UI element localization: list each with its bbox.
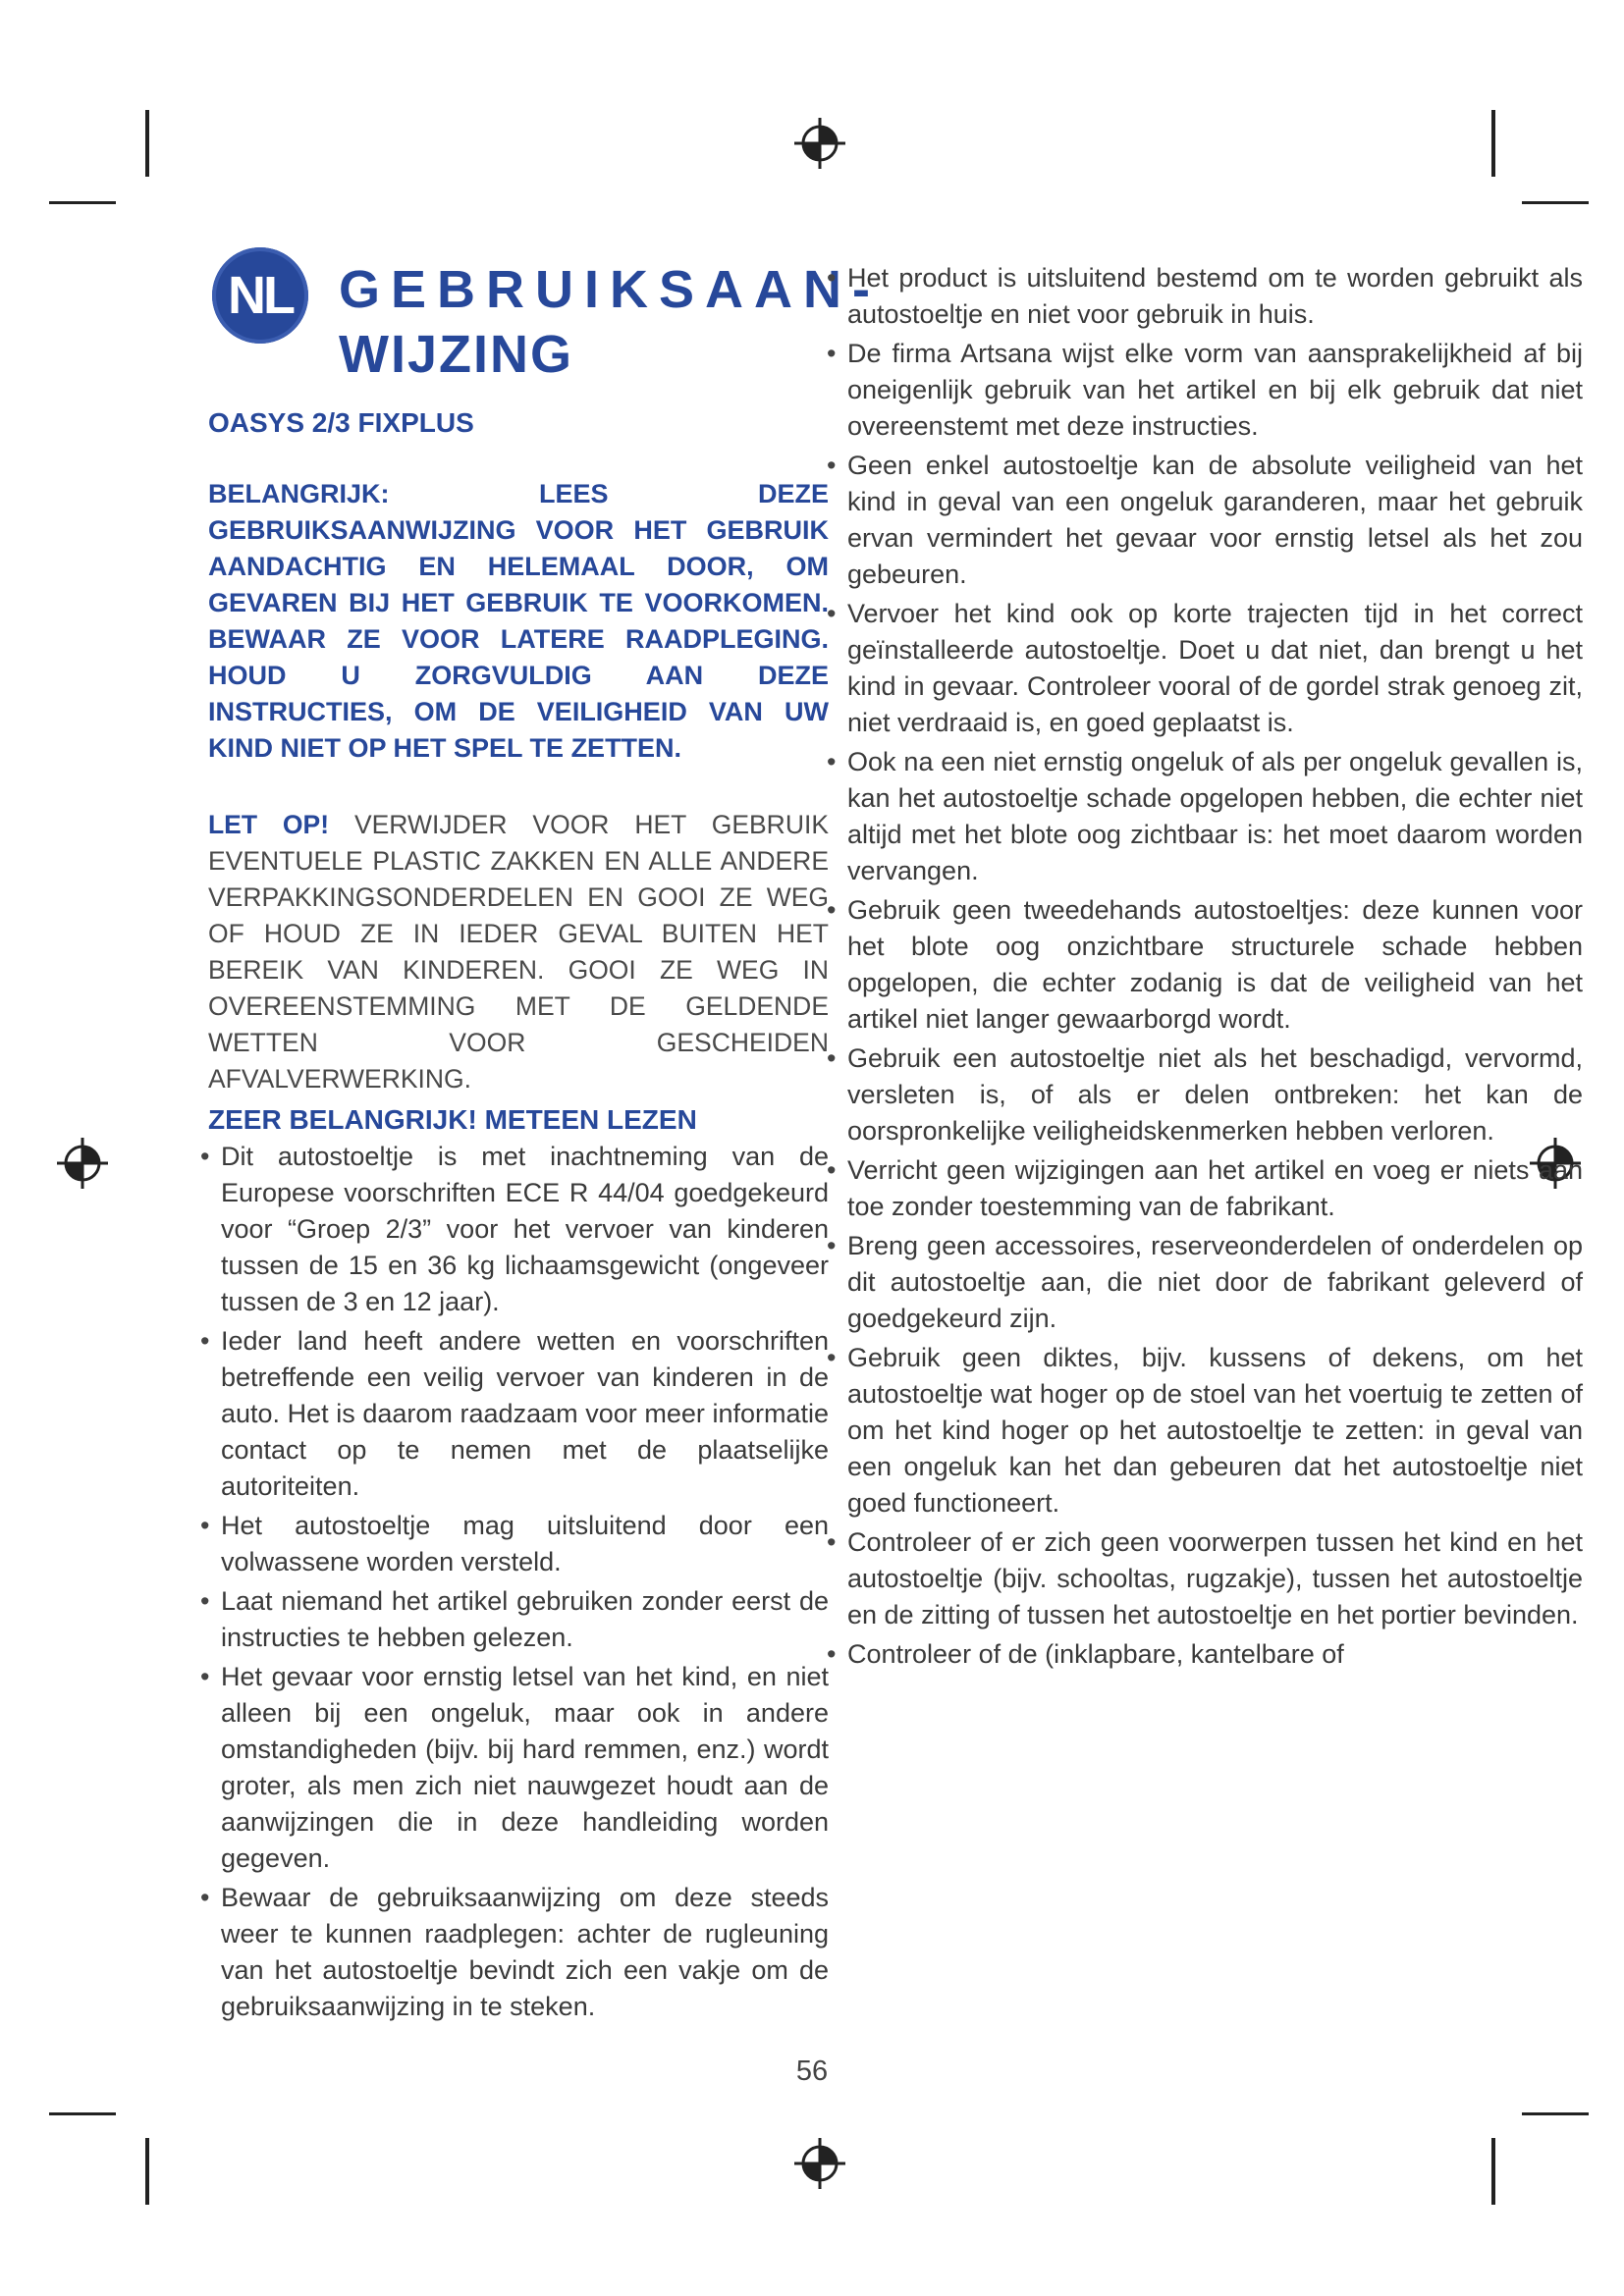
list-item: • Verricht geen wijzigingen aan het artikel en voeg er niets aan toe zonder toestemming van de fabrikant. [835, 1152, 1583, 1225]
page-title [339, 257, 881, 387]
crop-mark [49, 201, 116, 204]
list-item: • Het gevaar voor ernstig letsel van het kind, en niet alleen bij een ongeluk, maar ook in andere omstandigheden (bijv. bij hard remmen, enz.) wordt groter, als men zich niet nauwgezet houdt aan de aanwijzingen die in deze handleiding worden gegeven. [208, 1659, 829, 1877]
right-bullet-list [835, 260, 1583, 1676]
list-item: • Breng geen accessoires, reserveonderdelen of onderdelen op dit autostoeltje aan, die niet door de fabrikant geleverd of goedgekeurd zijn. [835, 1228, 1583, 1337]
crop-mark [1491, 110, 1495, 177]
list-item: • Gebruik geen tweedehands autostoeltjes: deze kunnen voor het blote oog onzichtbare structurele schade hebben opgelopen, die echter zodanig is dat de veiligheid van het artikel niet langer gewaarborgd wordt. [835, 892, 1583, 1038]
crop-mark [145, 110, 149, 177]
list-item: • Ook na een niet ernstig ongeluk of als per ongeluk gevallen is, kan het autostoeltje schade opgelopen hebben, die echter niet altijd met het blote oog zichtbaar is: het moet daarom worden vervangen. [835, 744, 1583, 889]
crop-mark [1522, 2112, 1589, 2115]
list-item: • Bewaar de gebruiksaanwijzing om deze steeds weer te kunnen raadplegen: achter de rugleuning van het autostoeltje bevindt zich een vakje om de gebruiksaanwijzing in te steken. [208, 1880, 829, 2025]
warning-label: LET OP! [208, 810, 330, 839]
title-line-2: WIJZING [339, 325, 573, 384]
list-item: • Gebruik geen diktes, bijv. kussens of dekens, om het autostoeltje wat hoger op de stoel van het voertuig te zetten of om het kind hoger op het autostoeltje te zetten: in geval van een ongeluk kan het dan gebeuren dat het autostoeltje niet goed functioneert. [835, 1340, 1583, 1522]
list-item: • Het autostoeltje mag uitsluitend door een volwassene worden versteld. [208, 1508, 829, 1580]
title-line-1: GEBRUIKSAAN- [339, 260, 882, 319]
model-name: OASYS 2/3 FIXPLUS [208, 407, 474, 438]
list-item: • Vervoer het kind ook op korte trajecten tijd in het correct geïnstalleerde autostoeltje. Doet u dat niet, dan brengt u het kind in gevaar. Controleer vooral of de gordel strak genoeg zit, niet verdraaid is, en goed geplaatst is. [835, 596, 1583, 741]
registration-mark-icon [792, 2136, 847, 2191]
warning-paragraph [208, 807, 829, 1097]
language-badge: NL [212, 247, 308, 344]
list-item: • De firma Artsana wijst elke vorm van aansprakelijkheid af bij oneigenlijk gebruik van het artikel en bij elk gebruik dat niet overeenstemt met deze instructies. [835, 336, 1583, 445]
crop-mark [145, 2138, 149, 2205]
list-item: • Laat niemand het artikel gebruiken zonder eerst de instructies te hebben gelezen. [208, 1583, 829, 1656]
list-item: • Controleer of de (inklapbare, kantelbare of [835, 1636, 1583, 1673]
list-item: • Het product is uitsluitend bestemd om te worden gebruikt als autostoeltje en niet voor gebruik in huis. [835, 260, 1583, 333]
list-item: • Ieder land heeft andere wetten en voorschriften betreffende een veilig vervoer van kinderen in de auto. Het is daarom raadzaam voor meer informatie contact op te nemen met de plaatselijke autoriteiten. [208, 1323, 829, 1505]
list-item: • Geen enkel autostoeltje kan de absolute veiligheid van het kind in geval van een ongeluk garanderen, maar het gebruik ervan vermindert het gevaar voor ernstig letsel als het zou gebeuren. [835, 448, 1583, 593]
list-item: • Dit autostoeltje is met inachtneming van de Europese voorschriften ECE R 44/04 goedgekeurd voor “Groep 2/3” voor het vervoer van kinderen tussen de 15 en 36 kg lichaamsgewicht (ongeveer tussen de 3 en 12 jaar). [208, 1139, 829, 1320]
page-number: 56 [795, 2056, 829, 2087]
section-heading: ZEER BELANGRIJK! METEEN LEZEN [208, 1104, 697, 1135]
crop-mark [1522, 201, 1589, 204]
important-notice: BELANGRIJK: LEES DEZE GEBRUIKSAANWIJZING VOOR HET GEBRUIK AANDACHTIG EN HELEMAAL DOOR, OM GEVAREN BIJ HET GEBRUIK TE VOORKOMEN. BEWAAR ZE VOOR LATERE RAADPLEGING. HOUD U ZORGVULDIG AAN DEZE INSTRUCTIES, OM DE VEILIGHEID VAN UW KIND NIET OP HET SPEL TE ZETTEN. [208, 479, 829, 763]
crop-mark [1491, 2138, 1495, 2205]
crop-mark [49, 2112, 116, 2115]
list-item: • Controleer of er zich geen voorwerpen tussen het kind en het autostoeltje (bijv. schooltas, rugzakje), tussen het autostoeltje en de zitting of tussen het autostoeltje en het portier bevinden. [835, 1524, 1583, 1633]
registration-mark-icon [792, 116, 847, 171]
warning-text: VERWIJDER VOOR HET GEBRUIK EVENTUELE PLASTIC ZAKKEN EN ALLE ANDERE VERPAKKINGSONDERDELEN EN GOOI ZE WEG OF HOUD ZE IN IEDER GEVAL BUITEN HET BEREIK VAN KINDEREN. GOOI ZE WEG IN OVEREENSTEMMING MET DE GELDENDE WETTEN VOOR GESCHEIDEN AFVALVERWERKING. [208, 810, 829, 1094]
registration-mark-icon [55, 1136, 110, 1191]
left-bullet-list [208, 1139, 829, 2028]
list-item: • Gebruik een autostoeltje niet als het beschadigd, vervormd, versleten is, of als er delen ontbreken: het kan de oorspronkelijke veiligheidskenmerken hebben verloren. [835, 1041, 1583, 1149]
